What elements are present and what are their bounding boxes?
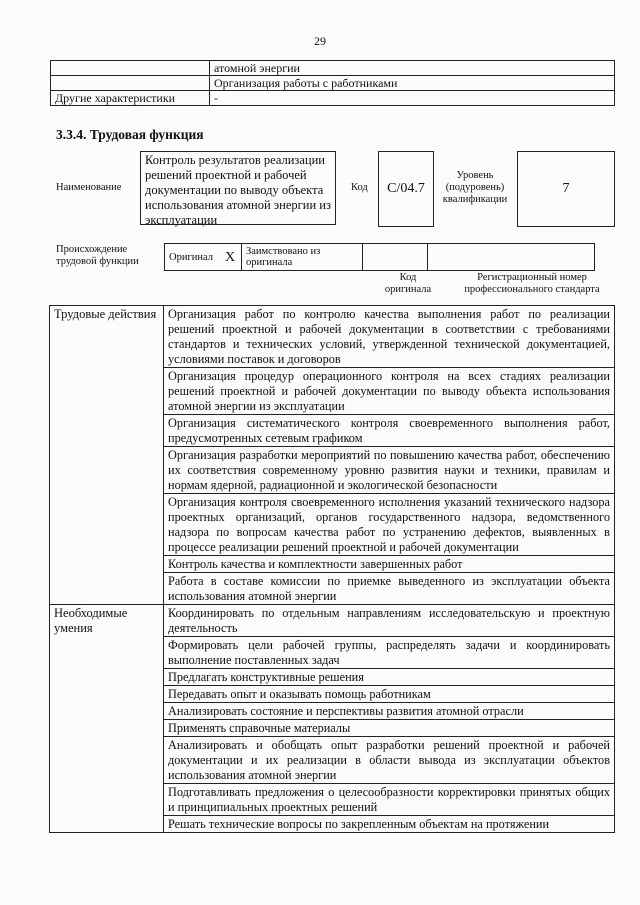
- main-table: [49, 305, 615, 833]
- table-cell: Организация контроля своевременного исполнения указаний технического надзора проектных организаций, органов государственного надзора, ведомственного надзора по вопросам качества работ по устранению дефектов, выявленных в процессе реализации решений проектной и рабочей документации: [164, 494, 615, 556]
- table-cell: [51, 76, 210, 91]
- table-cell: Организация разработки мероприятий по повышению качества работ, обеспечению их соответствия современному уровню развития науки и техники, правилам и нормам ядерной, радиационной и экологической безопасности: [164, 447, 615, 494]
- table-cell: Организация работ по контролю качества выполнения работ по реализации решений проектной и рабочей документации в соответствии с требованиями стандартов и технических условий, утвержденной технической документацией, условиями поставок и договоров: [164, 306, 615, 368]
- table-row: [165, 244, 595, 271]
- original-mark: X: [219, 244, 242, 271]
- table-row: [50, 605, 615, 637]
- category-cell: Необходимые умения: [50, 605, 164, 833]
- page-number: 29: [314, 34, 326, 48]
- table-cell: Организация систематического контроля своевременного выполнения работ, предусмотренных сетевым графиком: [164, 415, 615, 447]
- reg-number-cell: [428, 244, 595, 271]
- level-value-box: 7: [517, 151, 615, 227]
- table-cell: [51, 61, 210, 76]
- table-cell: Анализировать состояние и перспективы развития атомной отрасли: [164, 703, 615, 720]
- table-cell: -: [210, 91, 615, 106]
- table-row: [50, 306, 615, 368]
- code-value-box: С/04.7: [378, 151, 434, 227]
- origin-label: Происхождение трудовой функции: [56, 244, 139, 267]
- level-label: Уровень (подуровень) квалификации: [442, 170, 508, 205]
- table-cell: Работа в составе комиссии по приемке выведенного из эксплуатации объекта использования атомной энергии: [164, 573, 615, 605]
- table-row: [51, 91, 615, 106]
- table-row: [51, 61, 615, 76]
- reg-number-caption: Регистрационный номер профессионального стандарта: [464, 272, 600, 295]
- table-cell: атомной энергии: [210, 61, 615, 76]
- table-cell: Предлагать конструктивные решения: [164, 669, 615, 686]
- table-cell: Другие характеристики: [51, 91, 210, 106]
- main-table-wrapper: [49, 305, 615, 845]
- function-name-box: Контроль результатов реализации решений проектной и рабочей документации по выводу объекта использования атомной энергии из эксплуатации: [140, 151, 336, 225]
- code-original-caption: Код оригинала: [384, 272, 432, 295]
- borrowed-label: Заимствовано из оригинала: [242, 244, 363, 271]
- table-cell: Решать технические вопросы по закрепленным объектам на протяжении: [164, 816, 615, 833]
- table-cell: Контроль качества и комплектности завершенных работ: [164, 556, 615, 573]
- table-cell: Передавать опыт и оказывать помощь работникам: [164, 686, 615, 703]
- table-cell: Анализировать и обобщать опыт разработки решений проектной и рабочей документации и их реализации в области вывода из эксплуатации объектов использования атомной энергии: [164, 737, 615, 784]
- table-cell: Применять справочные материалы: [164, 720, 615, 737]
- table-cell: Организация процедур операционного контроля на всех стадиях реализации решений проектной и рабочей документации по выводу объекта использования атомной энергии из эксплуатации: [164, 368, 615, 415]
- origin-table: [164, 243, 595, 271]
- table-cell: Подготавливать предложения о целесообразности корректировки принятых общих и принципиальных проектных решений: [164, 784, 615, 816]
- code-label: Код: [351, 182, 368, 193]
- section-title: 3.3.4. Трудовая функция: [56, 127, 204, 142]
- table-cell: Координировать по отдельным направлениям исследовательскую и проектную деятельность: [164, 605, 615, 637]
- original-label: Оригинал: [165, 244, 220, 271]
- naming-label: Наименование: [56, 182, 122, 193]
- table-cell: Организация работы с работниками: [210, 76, 615, 91]
- table-row: [51, 76, 615, 91]
- code-original-cell: [363, 244, 428, 271]
- table-cell: Формировать цели рабочей группы, распределять задачи и координировать выполнение поставленных задач: [164, 637, 615, 669]
- top-table: [50, 60, 615, 106]
- category-cell: Трудовые действия: [50, 306, 164, 605]
